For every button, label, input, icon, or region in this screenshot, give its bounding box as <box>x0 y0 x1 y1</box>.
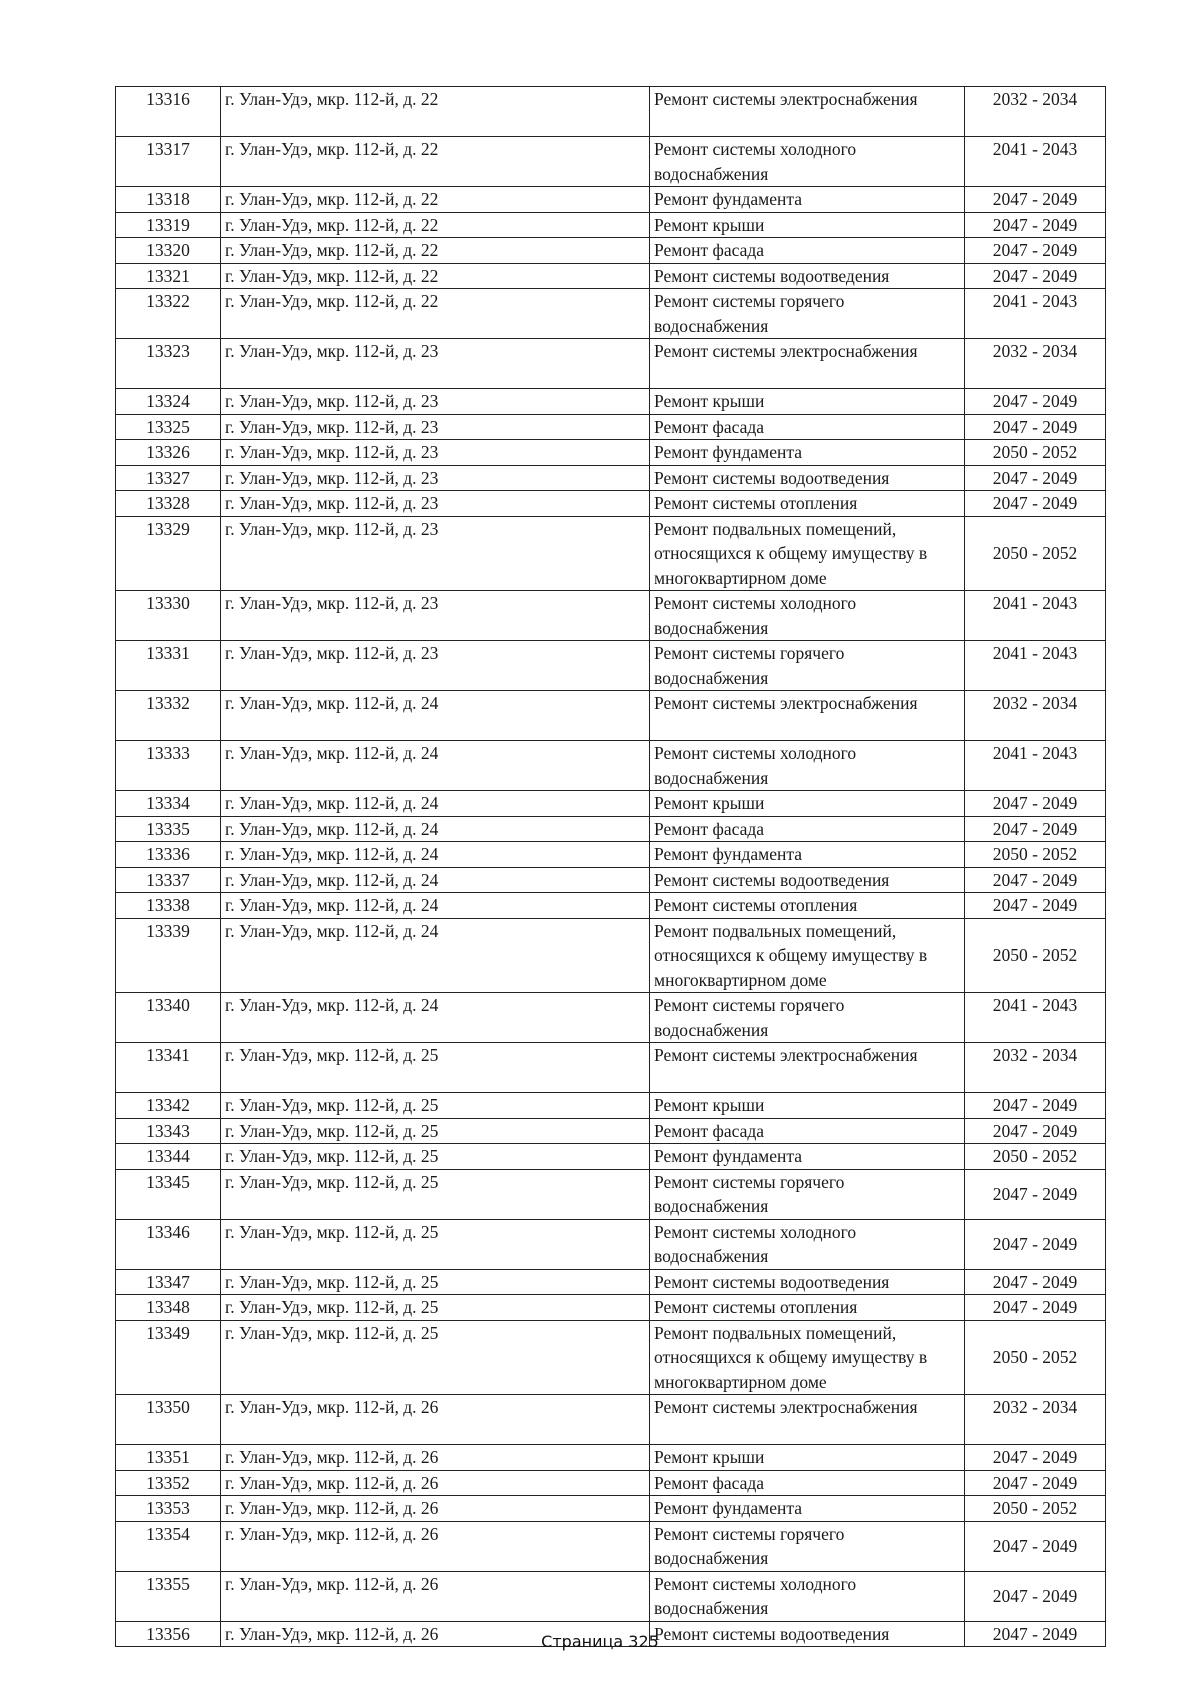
table-row <box>116 389 1106 415</box>
table-row <box>116 918 1106 993</box>
row-number-cell: 13344 <box>116 1144 221 1170</box>
table-row <box>116 187 1106 213</box>
work-type-cell: Ремонт системы горячего водоснабжения <box>650 289 965 339</box>
period-cell: 2050 - 2052 <box>965 516 1106 591</box>
table-row <box>116 1395 1106 1445</box>
work-type-cell: Ремонт системы горячего водоснабжения <box>650 641 965 691</box>
period-cell: 2047 - 2049 <box>965 791 1106 817</box>
work-type-cell: Ремонт фасада <box>650 1470 965 1496</box>
period-cell: 2047 - 2049 <box>965 1521 1106 1571</box>
period-cell: 2047 - 2049 <box>965 893 1106 919</box>
work-type-cell: Ремонт системы водоотведения <box>650 263 965 289</box>
table-row <box>116 1093 1106 1119</box>
table-row <box>116 465 1106 491</box>
table-row <box>116 440 1106 466</box>
table-row <box>116 87 1106 137</box>
table-row <box>116 212 1106 238</box>
row-number-cell: 13319 <box>116 212 221 238</box>
address-cell: г. Улан-Удэ, мкр. 112-й, д. 24 <box>221 691 650 741</box>
period-cell: 2050 - 2052 <box>965 440 1106 466</box>
period-cell: 2047 - 2049 <box>965 1118 1106 1144</box>
table-row <box>116 238 1106 264</box>
period-cell: 2047 - 2049 <box>965 212 1106 238</box>
row-number-cell: 13345 <box>116 1169 221 1219</box>
period-cell: 2050 - 2052 <box>965 1320 1106 1395</box>
address-cell: г. Улан-Удэ, мкр. 112-й, д. 26 <box>221 1395 650 1445</box>
address-cell: г. Улан-Удэ, мкр. 112-й, д. 22 <box>221 238 650 264</box>
row-number-cell: 13330 <box>116 591 221 641</box>
table-row <box>116 289 1106 339</box>
work-type-cell: Ремонт крыши <box>650 791 965 817</box>
address-cell: г. Улан-Удэ, мкр. 112-й, д. 25 <box>221 1043 650 1093</box>
table-row <box>116 1295 1106 1321</box>
address-cell: г. Улан-Удэ, мкр. 112-й, д. 26 <box>221 1496 650 1522</box>
row-number-cell: 13328 <box>116 491 221 517</box>
address-cell: г. Улан-Удэ, мкр. 112-й, д. 24 <box>221 791 650 817</box>
period-cell: 2032 - 2034 <box>965 87 1106 137</box>
period-cell: 2047 - 2049 <box>965 867 1106 893</box>
period-cell: 2047 - 2049 <box>965 1169 1106 1219</box>
address-cell: г. Улан-Удэ, мкр. 112-й, д. 24 <box>221 842 650 868</box>
table-row <box>116 491 1106 517</box>
address-cell: г. Улан-Удэ, мкр. 112-й, д. 23 <box>221 465 650 491</box>
work-type-cell: Ремонт системы горячего водоснабжения <box>650 993 965 1043</box>
period-cell: 2050 - 2052 <box>965 918 1106 993</box>
work-type-cell: Ремонт фундамента <box>650 440 965 466</box>
row-number-cell: 13331 <box>116 641 221 691</box>
row-number-cell: 13335 <box>116 816 221 842</box>
row-number-cell: 13346 <box>116 1219 221 1269</box>
period-cell: 2047 - 2049 <box>965 187 1106 213</box>
address-cell: г. Улан-Удэ, мкр. 112-й, д. 23 <box>221 591 650 641</box>
table-row <box>116 1144 1106 1170</box>
period-cell: 2047 - 2049 <box>965 1269 1106 1295</box>
table-row <box>116 1521 1106 1571</box>
period-cell: 2047 - 2049 <box>965 465 1106 491</box>
address-cell: г. Улан-Удэ, мкр. 112-й, д. 26 <box>221 1445 650 1471</box>
row-number-cell: 13340 <box>116 993 221 1043</box>
table-row <box>116 1043 1106 1093</box>
table-row <box>116 1320 1106 1395</box>
period-cell: 2047 - 2049 <box>965 1571 1106 1621</box>
table-row <box>116 1470 1106 1496</box>
address-cell: г. Улан-Удэ, мкр. 112-й, д. 26 <box>221 1521 650 1571</box>
period-cell: 2032 - 2034 <box>965 691 1106 741</box>
address-cell: г. Улан-Удэ, мкр. 112-й, д. 23 <box>221 516 650 591</box>
work-type-cell: Ремонт системы электроснабжения <box>650 1043 965 1093</box>
period-cell: 2047 - 2049 <box>965 414 1106 440</box>
table-row <box>116 591 1106 641</box>
address-cell: г. Улан-Удэ, мкр. 112-й, д. 22 <box>221 263 650 289</box>
row-number-cell: 13337 <box>116 867 221 893</box>
work-type-cell: Ремонт системы электроснабжения <box>650 691 965 741</box>
table-row <box>116 791 1106 817</box>
work-type-cell: Ремонт фундамента <box>650 1496 965 1522</box>
work-type-cell: Ремонт подвальных помещений, относящихся к общему имуществу в многоквартирном доме <box>650 918 965 993</box>
row-number-cell: 13351 <box>116 1445 221 1471</box>
address-cell: г. Улан-Удэ, мкр. 112-й, д. 25 <box>221 1144 650 1170</box>
work-type-cell: Ремонт крыши <box>650 389 965 415</box>
address-cell: г. Улан-Удэ, мкр. 112-й, д. 22 <box>221 137 650 187</box>
period-cell: 2041 - 2043 <box>965 993 1106 1043</box>
period-cell: 2047 - 2049 <box>965 238 1106 264</box>
address-cell: г. Улан-Удэ, мкр. 112-й, д. 23 <box>221 440 650 466</box>
row-number-cell: 13333 <box>116 741 221 791</box>
address-cell: г. Улан-Удэ, мкр. 112-й, д. 23 <box>221 641 650 691</box>
address-cell: г. Улан-Удэ, мкр. 112-й, д. 25 <box>221 1219 650 1269</box>
table-row <box>116 1269 1106 1295</box>
address-cell: г. Улан-Удэ, мкр. 112-й, д. 25 <box>221 1118 650 1144</box>
table-row <box>116 893 1106 919</box>
work-type-cell: Ремонт системы холодного водоснабжения <box>650 591 965 641</box>
work-type-cell: Ремонт системы водоотведения <box>650 465 965 491</box>
period-cell: 2050 - 2052 <box>965 1496 1106 1522</box>
row-number-cell: 13317 <box>116 137 221 187</box>
period-cell: 2050 - 2052 <box>965 1144 1106 1170</box>
work-type-cell: Ремонт системы водоотведения <box>650 1621 965 1647</box>
work-type-cell: Ремонт системы горячего водоснабжения <box>650 1169 965 1219</box>
table-row <box>116 1169 1106 1219</box>
row-number-cell: 13332 <box>116 691 221 741</box>
period-cell: 2047 - 2049 <box>965 1219 1106 1269</box>
address-cell: г. Улан-Удэ, мкр. 112-й, д. 22 <box>221 289 650 339</box>
period-cell: 2047 - 2049 <box>965 1295 1106 1321</box>
row-number-cell: 13323 <box>116 339 221 389</box>
work-type-cell: Ремонт подвальных помещений, относящихся к общему имуществу в многоквартирном доме <box>650 516 965 591</box>
row-number-cell: 13336 <box>116 842 221 868</box>
period-cell: 2050 - 2052 <box>965 842 1106 868</box>
table-row <box>116 414 1106 440</box>
period-cell: 2047 - 2049 <box>965 1445 1106 1471</box>
period-cell: 2032 - 2034 <box>965 1395 1106 1445</box>
work-type-cell: Ремонт крыши <box>650 1445 965 1471</box>
table-body <box>116 87 1106 1647</box>
work-type-cell: Ремонт подвальных помещений, относящихся к общему имуществу в многоквартирном доме <box>650 1320 965 1395</box>
table-row <box>116 1571 1106 1621</box>
period-cell: 2047 - 2049 <box>965 263 1106 289</box>
work-type-cell: Ремонт фасада <box>650 238 965 264</box>
address-cell: г. Улан-Удэ, мкр. 112-й, д. 24 <box>221 816 650 842</box>
table-row <box>116 516 1106 591</box>
period-cell: 2032 - 2034 <box>965 339 1106 389</box>
work-type-cell: Ремонт системы холодного водоснабжения <box>650 741 965 791</box>
row-number-cell: 13354 <box>116 1521 221 1571</box>
period-cell: 2032 - 2034 <box>965 1043 1106 1093</box>
table-row <box>116 1496 1106 1522</box>
row-number-cell: 13325 <box>116 414 221 440</box>
work-type-cell: Ремонт фасада <box>650 816 965 842</box>
table-row <box>116 1118 1106 1144</box>
table-row <box>116 339 1106 389</box>
address-cell: г. Улан-Удэ, мкр. 112-й, д. 23 <box>221 339 650 389</box>
table-row <box>116 1445 1106 1471</box>
period-cell: 2047 - 2049 <box>965 1470 1106 1496</box>
table-row <box>116 867 1106 893</box>
row-number-cell: 13341 <box>116 1043 221 1093</box>
row-number-cell: 13320 <box>116 238 221 264</box>
work-type-cell: Ремонт системы холодного водоснабжения <box>650 137 965 187</box>
period-cell: 2047 - 2049 <box>965 1621 1106 1647</box>
work-type-cell: Ремонт крыши <box>650 212 965 238</box>
period-cell: 2047 - 2049 <box>965 491 1106 517</box>
address-cell: г. Улан-Удэ, мкр. 112-й, д. 25 <box>221 1295 650 1321</box>
address-cell: г. Улан-Удэ, мкр. 112-й, д. 23 <box>221 389 650 415</box>
table-row <box>116 691 1106 741</box>
address-cell: г. Улан-Удэ, мкр. 112-й, д. 24 <box>221 993 650 1043</box>
period-cell: 2047 - 2049 <box>965 816 1106 842</box>
table-row <box>116 842 1106 868</box>
address-cell: г. Улан-Удэ, мкр. 112-й, д. 22 <box>221 87 650 137</box>
address-cell: г. Улан-Удэ, мкр. 112-й, д. 23 <box>221 414 650 440</box>
address-cell: г. Улан-Удэ, мкр. 112-й, д. 24 <box>221 867 650 893</box>
address-cell: г. Улан-Удэ, мкр. 112-й, д. 24 <box>221 893 650 919</box>
period-cell: 2041 - 2043 <box>965 591 1106 641</box>
row-number-cell: 13327 <box>116 465 221 491</box>
address-cell: г. Улан-Удэ, мкр. 112-й, д. 25 <box>221 1320 650 1395</box>
work-type-cell: Ремонт фундамента <box>650 842 965 868</box>
row-number-cell: 13322 <box>116 289 221 339</box>
repair-schedule-table <box>115 86 1106 1647</box>
row-number-cell: 13349 <box>116 1320 221 1395</box>
work-type-cell: Ремонт системы электроснабжения <box>650 339 965 389</box>
address-cell: г. Улан-Удэ, мкр. 112-й, д. 24 <box>221 741 650 791</box>
row-number-cell: 13338 <box>116 893 221 919</box>
address-cell: г. Улан-Удэ, мкр. 112-й, д. 25 <box>221 1093 650 1119</box>
page-number: Страница 325 <box>541 1632 659 1651</box>
row-number-cell: 13343 <box>116 1118 221 1144</box>
row-number-cell: 13348 <box>116 1295 221 1321</box>
row-number-cell: 13355 <box>116 1571 221 1621</box>
period-cell: 2047 - 2049 <box>965 389 1106 415</box>
work-type-cell: Ремонт системы холодного водоснабжения <box>650 1219 965 1269</box>
period-cell: 2047 - 2049 <box>965 1093 1106 1119</box>
work-type-cell: Ремонт фундамента <box>650 187 965 213</box>
work-type-cell: Ремонт системы отопления <box>650 491 965 517</box>
row-number-cell: 13350 <box>116 1395 221 1445</box>
row-number-cell: 13318 <box>116 187 221 213</box>
address-cell: г. Улан-Удэ, мкр. 112-й, д. 25 <box>221 1169 650 1219</box>
row-number-cell: 13353 <box>116 1496 221 1522</box>
row-number-cell: 13352 <box>116 1470 221 1496</box>
row-number-cell: 13339 <box>116 918 221 993</box>
row-number-cell: 13342 <box>116 1093 221 1119</box>
row-number-cell: 13316 <box>116 87 221 137</box>
work-type-cell: Ремонт фасада <box>650 414 965 440</box>
work-type-cell: Ремонт системы горячего водоснабжения <box>650 1521 965 1571</box>
work-type-cell: Ремонт фундамента <box>650 1144 965 1170</box>
row-number-cell: 13356 <box>116 1621 221 1647</box>
table-row <box>116 137 1106 187</box>
period-cell: 2041 - 2043 <box>965 641 1106 691</box>
period-cell: 2041 - 2043 <box>965 137 1106 187</box>
work-type-cell: Ремонт системы электроснабжения <box>650 87 965 137</box>
table-row <box>116 1219 1106 1269</box>
table-row <box>116 741 1106 791</box>
row-number-cell: 13347 <box>116 1269 221 1295</box>
address-cell: г. Улан-Удэ, мкр. 112-й, д. 26 <box>221 1571 650 1621</box>
row-number-cell: 13326 <box>116 440 221 466</box>
row-number-cell: 13324 <box>116 389 221 415</box>
table-row <box>116 816 1106 842</box>
work-type-cell: Ремонт системы отопления <box>650 1295 965 1321</box>
address-cell: г. Улан-Удэ, мкр. 112-й, д. 23 <box>221 491 650 517</box>
address-cell: г. Улан-Удэ, мкр. 112-й, д. 25 <box>221 1269 650 1295</box>
row-number-cell: 13334 <box>116 791 221 817</box>
address-cell: г. Улан-Удэ, мкр. 112-й, д. 26 <box>221 1470 650 1496</box>
table-row <box>116 263 1106 289</box>
work-type-cell: Ремонт системы отопления <box>650 893 965 919</box>
address-cell: г. Улан-Удэ, мкр. 112-й, д. 22 <box>221 212 650 238</box>
table-row <box>116 993 1106 1043</box>
address-cell: г. Улан-Удэ, мкр. 112-й, д. 26 <box>221 1621 650 1647</box>
work-type-cell: Ремонт системы электроснабжения <box>650 1395 965 1445</box>
period-cell: 2041 - 2043 <box>965 741 1106 791</box>
work-type-cell: Ремонт системы водоотведения <box>650 867 965 893</box>
period-cell: 2041 - 2043 <box>965 289 1106 339</box>
row-number-cell: 13329 <box>116 516 221 591</box>
work-type-cell: Ремонт системы водоотведения <box>650 1269 965 1295</box>
work-type-cell: Ремонт крыши <box>650 1093 965 1119</box>
work-type-cell: Ремонт системы холодного водоснабжения <box>650 1571 965 1621</box>
address-cell: г. Улан-Удэ, мкр. 112-й, д. 24 <box>221 918 650 993</box>
row-number-cell: 13321 <box>116 263 221 289</box>
work-type-cell: Ремонт фасада <box>650 1118 965 1144</box>
table-row <box>116 641 1106 691</box>
address-cell: г. Улан-Удэ, мкр. 112-й, д. 22 <box>221 187 650 213</box>
